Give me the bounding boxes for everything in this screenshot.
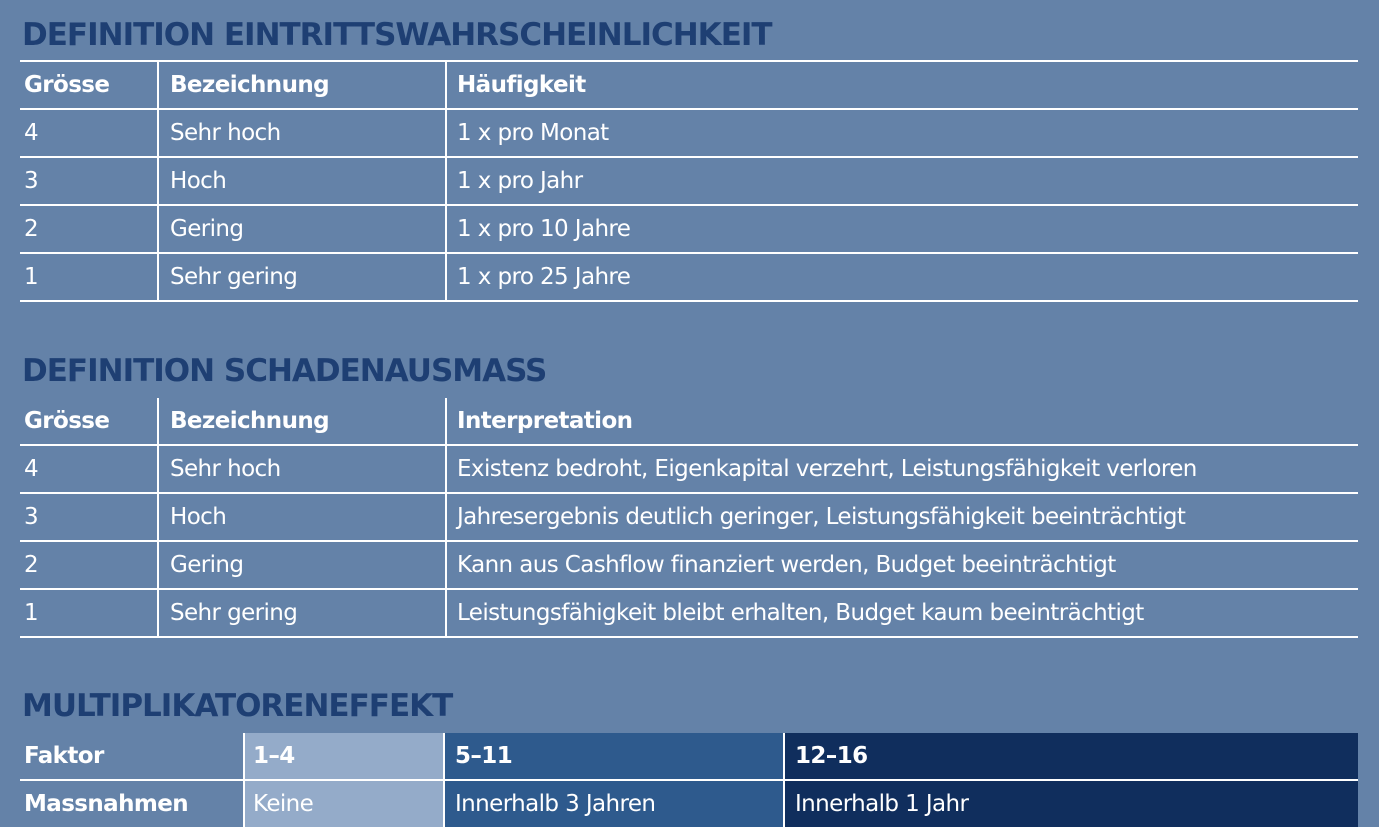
table-row bbox=[20, 158, 1358, 206]
cell-haeufigkeit: 1 x pro 25 Jahre bbox=[445, 254, 1358, 300]
cell-interpretation: Existenz bedroht, Eigenkapital verzehrt, Leistungsfähigkeit verloren bbox=[445, 446, 1358, 492]
table-row bbox=[20, 110, 1358, 158]
cell-faktor-high: 12–16 bbox=[783, 733, 1358, 779]
cell-haeufigkeit: 1 x pro Jahr bbox=[445, 158, 1358, 204]
cell-groesse: 1 bbox=[24, 600, 39, 626]
cell-haeufigkeit: 1 x pro 10 Jahre bbox=[445, 206, 1358, 252]
cell-faktor-low: 1–4 bbox=[243, 733, 443, 779]
mult-table bbox=[20, 733, 1358, 827]
table-header-row bbox=[20, 398, 1358, 446]
header-interpretation: Interpretation bbox=[445, 398, 1358, 444]
table-row bbox=[20, 542, 1358, 590]
cell-faktor-mid: 5–11 bbox=[443, 733, 783, 779]
schaden-title: DEFINITION SCHADENAUSMASS bbox=[22, 353, 547, 389]
cell-interpretation: Kann aus Cashflow finanziert werden, Budget beeinträchtigt bbox=[445, 542, 1358, 588]
cell-groesse: 3 bbox=[24, 168, 39, 194]
cell-bezeichnung: Sehr hoch bbox=[157, 110, 445, 156]
cell-bezeichnung: Sehr hoch bbox=[157, 446, 445, 492]
cell-groesse: 2 bbox=[24, 552, 39, 578]
table-header-row bbox=[20, 62, 1358, 110]
table-row bbox=[20, 590, 1358, 638]
cell-haeufigkeit: 1 x pro Monat bbox=[445, 110, 1358, 156]
cell-massnahmen-high: Innerhalb 1 Jahr bbox=[783, 781, 1358, 827]
cell-groesse: 2 bbox=[24, 216, 39, 242]
cell-massnahmen-low: Keine bbox=[243, 781, 443, 827]
cell-groesse: 4 bbox=[24, 120, 39, 146]
cell-bezeichnung: Hoch bbox=[157, 158, 445, 204]
cell-groesse: 4 bbox=[24, 456, 39, 482]
header-groesse: Grösse bbox=[24, 72, 110, 98]
cell-massnahmen-mid: Innerhalb 3 Jahren bbox=[443, 781, 783, 827]
table-row bbox=[20, 446, 1358, 494]
table-row bbox=[20, 494, 1358, 542]
cell-interpretation: Leistungsfähigkeit bleibt erhalten, Budget kaum beeinträchtigt bbox=[445, 590, 1358, 636]
header-bezeichnung: Bezeichnung bbox=[157, 398, 445, 444]
table-row bbox=[20, 254, 1358, 302]
schaden-table bbox=[20, 398, 1358, 638]
mult-row-massnahmen bbox=[20, 779, 1358, 827]
header-bezeichnung: Bezeichnung bbox=[157, 62, 445, 108]
cell-bezeichnung: Gering bbox=[157, 206, 445, 252]
cell-bezeichnung: Sehr gering bbox=[157, 590, 445, 636]
header-groesse: Grösse bbox=[24, 408, 110, 434]
cell-massnahmen-label: Massnahmen bbox=[24, 791, 188, 817]
cell-groesse: 1 bbox=[24, 264, 39, 290]
table-row bbox=[20, 206, 1358, 254]
cell-interpretation: Jahresergebnis deutlich geringer, Leistungsfähigkeit beeinträchtigt bbox=[445, 494, 1358, 540]
cell-bezeichnung: Hoch bbox=[157, 494, 445, 540]
header-haeufigkeit: Häufigkeit bbox=[445, 62, 1358, 108]
mult-row-faktor bbox=[20, 733, 1358, 779]
cell-groesse: 3 bbox=[24, 504, 39, 530]
mult-title: MULTIPLIKATORENEFFEKT bbox=[22, 688, 453, 724]
eintritt-table bbox=[20, 60, 1358, 302]
cell-bezeichnung: Gering bbox=[157, 542, 445, 588]
cell-bezeichnung: Sehr gering bbox=[157, 254, 445, 300]
cell-faktor-label: Faktor bbox=[24, 743, 104, 769]
eintritt-title: DEFINITION EINTRITTSWAHRSCHEINLICHKEIT bbox=[22, 17, 772, 53]
